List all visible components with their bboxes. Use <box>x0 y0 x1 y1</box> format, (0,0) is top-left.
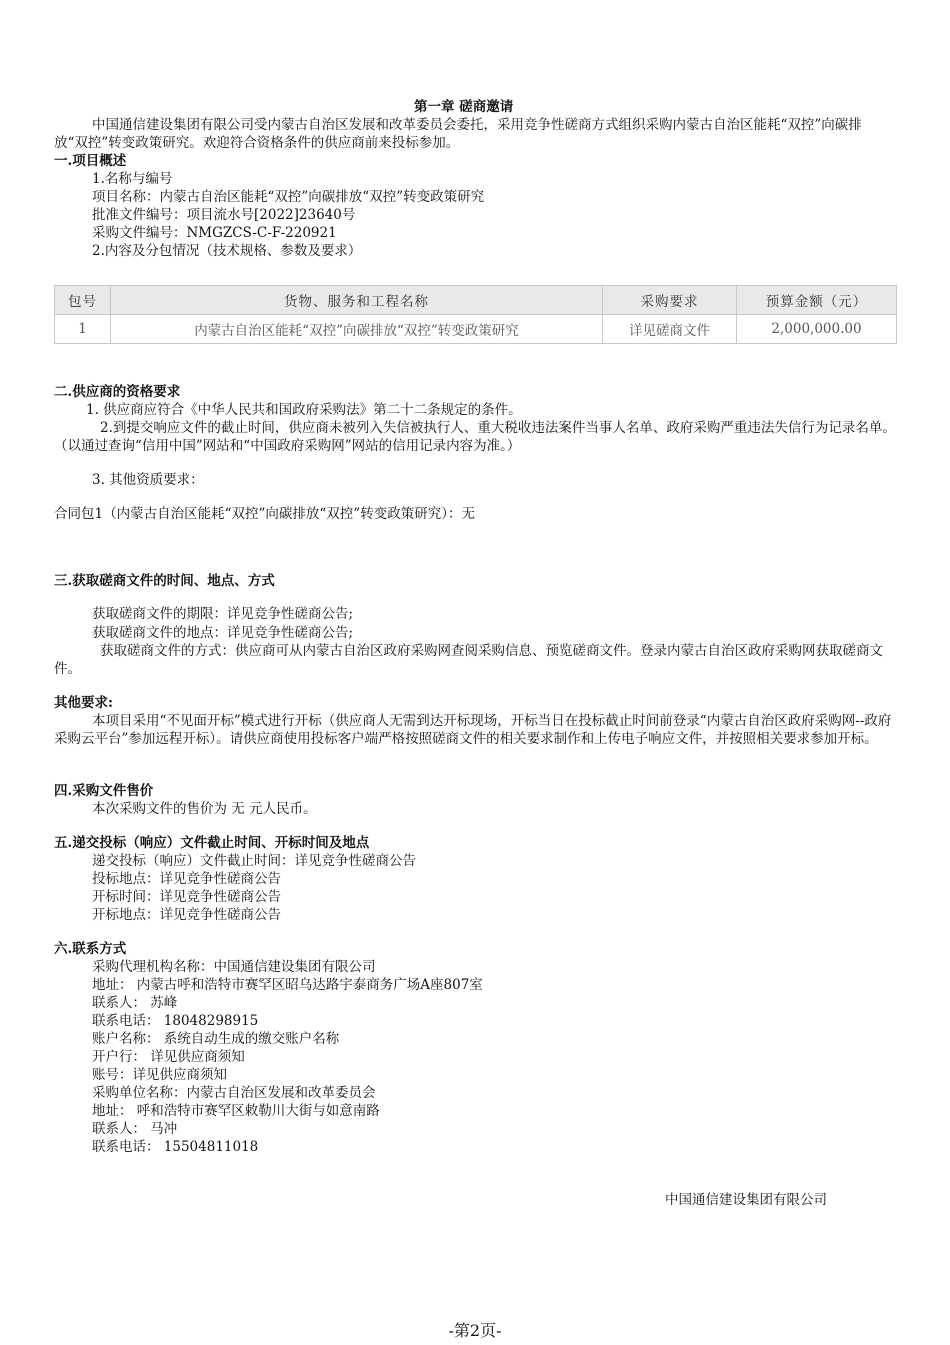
cell-requirement: 详见磋商文件 <box>603 315 737 344</box>
opening-location: 开标地点：详见竞争性磋商公告 <box>92 907 281 923</box>
col-budget: 预算金额（元） <box>737 286 897 315</box>
qualification-item-3: 3. 其他资质要求： <box>92 472 204 488</box>
procurement-number: 采购文件编号：NMGZCS-C-F-220921 <box>92 225 337 241</box>
section-6-heading: 六.联系方式 <box>54 941 127 957</box>
obtain-place: 获取磋商文件的地点：详见竞争性磋商公告; <box>92 625 354 641</box>
obtain-period: 获取磋商文件的期限：详见竞争性磋商公告; <box>92 606 354 622</box>
purchaser-phone: 联系电话： 15504811018 <box>92 1139 259 1155</box>
cell-name: 内蒙古自治区能耗“双控”向碳排放“双控”转变政策研究 <box>111 315 603 344</box>
submission-deadline: 递交投标（响应）文件截止时间：详见竞争性磋商公告 <box>92 853 416 869</box>
approval-number: 批准文件编号：项目流水号[2022]23640号 <box>92 207 356 223</box>
purchaser-address: 地址： 呼和浩特市赛罕区敕勒川大街与如意南路 <box>92 1103 380 1119</box>
content-label: 2.内容及分包情况（技术规格、参数及要求） <box>92 243 362 259</box>
name-and-number-label: 1.名称与编号 <box>92 171 173 187</box>
opening-time: 开标时间：详见竞争性磋商公告 <box>92 889 281 905</box>
page-number: -第2页- <box>448 1321 502 1340</box>
agency-phone: 联系电话： 18048298915 <box>92 1013 259 1029</box>
agency-address: 地址： 内蒙古呼和浩特市赛罕区昭乌达路宇泰商务广场A座807室 <box>92 977 483 993</box>
cell-budget: 2,000,000.00 <box>737 315 897 344</box>
table-row <box>55 315 897 344</box>
section-3-heading: 三.获取磋商文件的时间、地点、方式 <box>54 573 275 589</box>
purchaser-contact: 联系人： 马冲 <box>92 1121 178 1137</box>
agency-name: 采购代理机构名称：中国通信建设集团有限公司 <box>92 959 376 975</box>
purchaser-name: 采购单位名称：内蒙古自治区发展和改革委员会 <box>92 1085 376 1101</box>
intro-paragraph: 中国通信建设集团有限公司受内蒙古自治区发展和改革委员会委托，采用竞争性磋商方式组织采购内蒙古自治区能耗“双控”向碳排放“双控”转变政策研究。欢迎符合资格条件的供应商前来投标参加。 <box>54 117 862 151</box>
section-2-heading: 二.供应商的资格要求 <box>54 384 181 400</box>
account-name: 账户名称： 系统自动生成的缴交账户名称 <box>92 1031 340 1047</box>
bid-location: 投标地点：详见竞争性磋商公告 <box>92 871 281 887</box>
col-package: 包号 <box>55 286 111 315</box>
signature: 中国通信建设集团有限公司 <box>665 1192 827 1208</box>
section-1-heading: 一.项目概述 <box>54 153 127 169</box>
col-requirement: 采购要求 <box>603 286 737 315</box>
other-requirements-heading: 其他要求: <box>54 695 113 711</box>
section-5-heading: 五.递交投标（响应）文件截止时间、开标时间及地点 <box>54 835 370 851</box>
account-number: 账号：详见供应商须知 <box>92 1067 227 1083</box>
other-requirements-text: 本项目采用“不见面开标”模式进行开标（供应商人无需到达开标现场，开标当日在投标截止时间前登录“内蒙古自治区政府采购网--政府采购云平台”参加远程开标）。请供应商使用投标客户端严格按照磋商文件的相关要求制作和上传电子响应文件，并按照相关要求参加开标。 <box>54 713 892 747</box>
document-price: 本次采购文件的售价为 无 元人民币。 <box>92 801 317 817</box>
contract-package-requirement: 合同包1（内蒙古自治区能耗“双控”向碳排放“双控”转变政策研究）：无 <box>54 506 475 522</box>
bank-name: 开户行： 详见供应商须知 <box>92 1049 245 1065</box>
project-name: 项目名称：内蒙古自治区能耗“双控”向碳排放“双控”转变政策研究 <box>92 189 485 205</box>
qualification-item-2: 2.到提交响应文件的截止时间，供应商未被列入失信被执行人、重大税收违法案件当事人名单、政府采购严重违法失信行为记录名单。（以通过查询“信用中国”网站和“中国政府采购网”网站的信用记录内容为准。） <box>54 420 896 454</box>
chapter-title: 第一章 磋商邀请 <box>414 99 514 115</box>
package-table <box>54 285 897 344</box>
obtain-method: 获取磋商文件的方式：供应商可从内蒙古自治区政府采购网查阅采购信息、预览磋商文件。登录内蒙古自治区政府采购网获取磋商文件。 <box>54 643 883 677</box>
qualification-item-1: 1. 供应商应符合《中华人民共和国政府采购法》第二十二条规定的条件。 <box>86 402 522 418</box>
col-name: 货物、服务和工程名称 <box>111 286 603 315</box>
cell-package: 1 <box>55 315 111 344</box>
section-4-heading: 四.采购文件售价 <box>54 783 154 799</box>
agency-contact: 联系人： 苏峰 <box>92 995 178 1011</box>
table-header-row <box>55 286 897 315</box>
